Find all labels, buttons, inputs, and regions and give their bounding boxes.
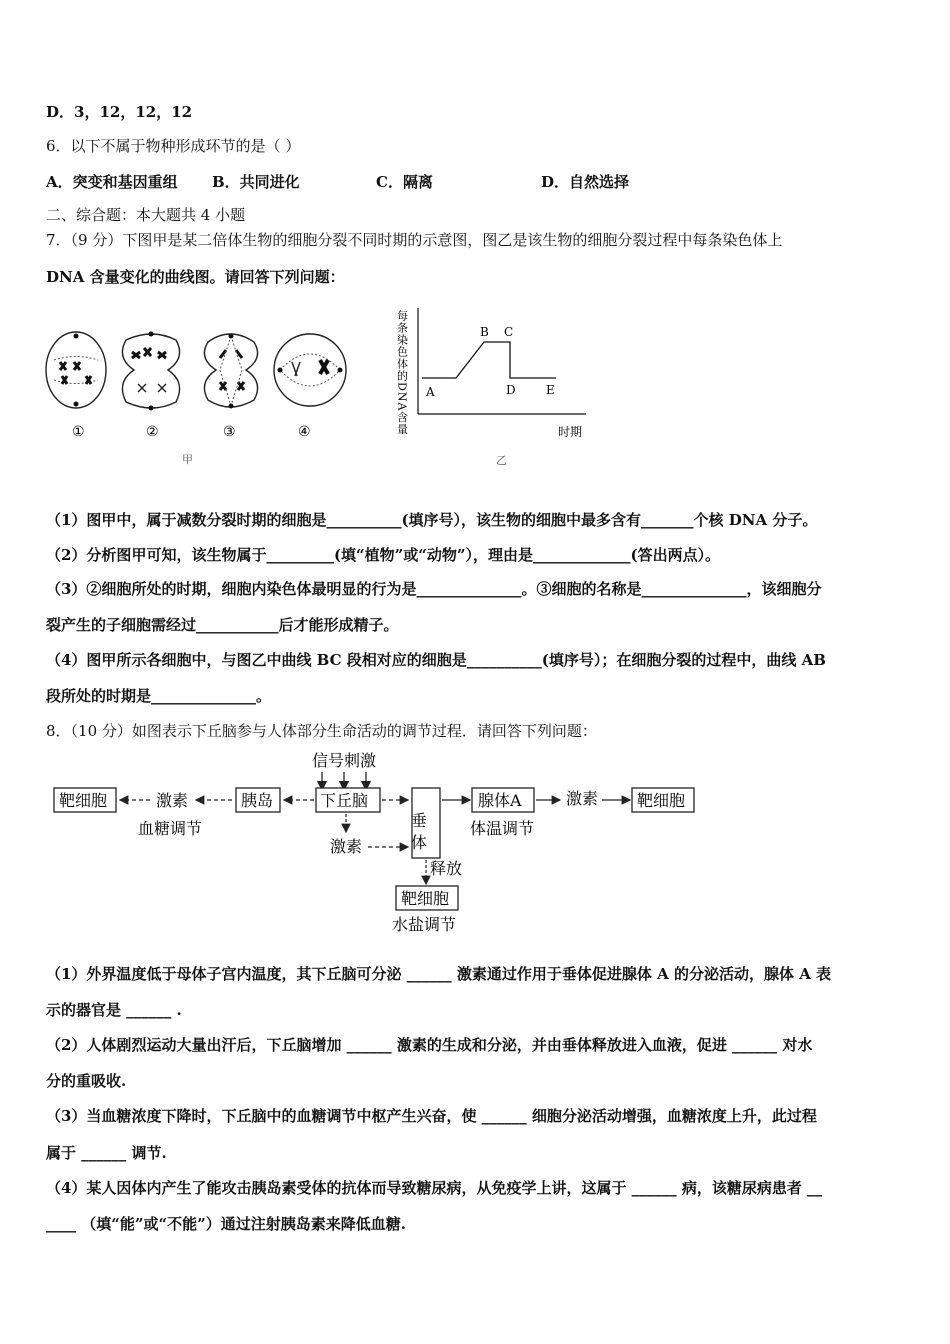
cell-label-3: ③ <box>223 424 236 440</box>
blood-sugar-label: 血糖调节 <box>138 819 203 838</box>
point-e: E <box>546 383 555 397</box>
q6-option-d: D．自然选择 <box>541 173 630 191</box>
cell-2 <box>122 332 179 411</box>
q7-stem-line1: 7．（9 分）下图甲是某二倍体生物的细胞分裂不同时期的示意图，图乙是该生物的细胞分裂过程中每条染色体上 <box>46 231 783 249</box>
pituitary: 垂体 <box>408 812 428 856</box>
cell-3 <box>204 334 257 409</box>
q7-sub3-line1: （3）②细胞所处的时期，细胞内染色体最明显的行为是______________。③细胞的名称是______________，该细胞分 <box>46 580 822 598</box>
q8-stem: 8．（10 分）如图表示下丘脑参与人体部分生命活动的调节过程．请回答下列问题： <box>46 722 597 740</box>
q7-sub4-line1: （4）图甲所示各细胞中，与图乙中曲线 BC 段相对应的细胞是__________(填序号）；在细胞分裂的过程中，曲线 AB <box>46 651 826 669</box>
hormone-left: 激素 <box>156 791 189 810</box>
q7-sub1: （1）图甲中，属于减数分裂时期的细胞是__________(填序号），该生物的细胞中最多含有_______个核 DNA 分子。 <box>46 511 818 529</box>
q8-sub2-line2: 分的重吸收. <box>46 1072 127 1090</box>
cell-label-4: ④ <box>298 424 311 440</box>
q6-stem: 6．以下不属于物种形成环节的是（ ） <box>46 137 301 155</box>
figure-jia <box>40 318 360 468</box>
signal-label: 信号刺激 <box>312 751 377 770</box>
hormone-mid: 激素 <box>330 837 363 856</box>
cell-1 <box>46 332 106 408</box>
cell-4 <box>274 334 346 406</box>
q6-option-b: B．共同进化 <box>212 173 300 191</box>
q7-sub3-line2: 裂产生的子细胞需经过___________后才能形成精子。 <box>46 616 399 634</box>
target-cell-bottom: 靶细胞 <box>401 889 450 908</box>
q8-sub3-line1: （3）当血糖浓度下降时，下丘脑中的血糖调节中枢产生兴奋，使 ______ 细胞分泌活动增强，血糖浓度上升，此过程 <box>46 1107 817 1125</box>
q8-sub3-line2: 属于 ______ 调节. <box>46 1144 167 1162</box>
q8-sub4-line2: ____ （填“能”或“不能”）通过注射胰岛素来降低血糖. <box>46 1215 406 1233</box>
gland-a: 腺体A <box>478 791 522 810</box>
target-cell-left: 靶细胞 <box>59 791 108 810</box>
q7-sub2: （2）分析图甲可知，该生物属于_________(填“植物”或“动物”），理由是_____________(答出两点）。 <box>46 546 721 564</box>
q8-sub1-line2: 示的器官是 ______ . <box>46 1001 182 1019</box>
q6-option-a: A．突变和基因重组 <box>46 173 178 191</box>
figure-yi-xlabel: 时期 <box>558 425 583 439</box>
dna-curve <box>422 342 556 378</box>
target-cell-right: 靶细胞 <box>637 791 686 810</box>
q7-stem-line2: DNA 含量变化的曲线图。请回答下列问题： <box>46 268 345 286</box>
cell-label-1: ① <box>72 424 85 440</box>
q6-option-c: C．隔离 <box>376 173 433 191</box>
hypothalamus: 下丘脑 <box>320 791 369 810</box>
point-d: D <box>506 383 516 397</box>
point-b: B <box>480 325 489 339</box>
temperature-label: 体温调节 <box>470 819 535 838</box>
water-salt-label: 水盐调节 <box>392 915 457 934</box>
point-c: C <box>504 325 514 339</box>
q7-sub4-line2: 段所处的时期是______________。 <box>46 687 272 705</box>
pancreas: 胰岛 <box>241 791 274 810</box>
regulation-diagram <box>46 748 726 940</box>
hormone-right: 激素 <box>566 789 599 808</box>
figure-yi <box>396 298 596 468</box>
q8-sub2-line1: （2）人体剧烈运动大量出汗后，下丘脑增加 ______ 激素的生成和分泌，并由垂体释放进入血液，促进 ______ 对水 <box>46 1036 813 1054</box>
point-a: A <box>426 385 435 399</box>
release-label: 释放 <box>430 859 463 878</box>
cell-label-2: ② <box>146 424 159 440</box>
figure-yi-caption: 乙 <box>496 454 507 467</box>
q5-option-d: D．3，12，12，12 <box>46 103 193 121</box>
figure-yi-ylabel: 每条染色体的DNA含量 <box>396 310 409 436</box>
section-heading: 二、综合题：本大题共 4 小题 <box>46 206 246 224</box>
figure-jia-caption: 甲 <box>182 453 193 466</box>
q8-sub1-line1: （1）外界温度低于母体子宫内温度，其下丘脑可分泌 ______ 激素通过作用于垂体促进腺体 A 的分泌活动，腺体 A 表 <box>46 965 832 983</box>
q8-sub4-line1: （4）某人因体内产生了能攻击胰岛素受体的抗体而导致糖尿病，从免疫学上讲，这属于 ______ 病，该糖尿病患者 __ <box>46 1179 823 1197</box>
